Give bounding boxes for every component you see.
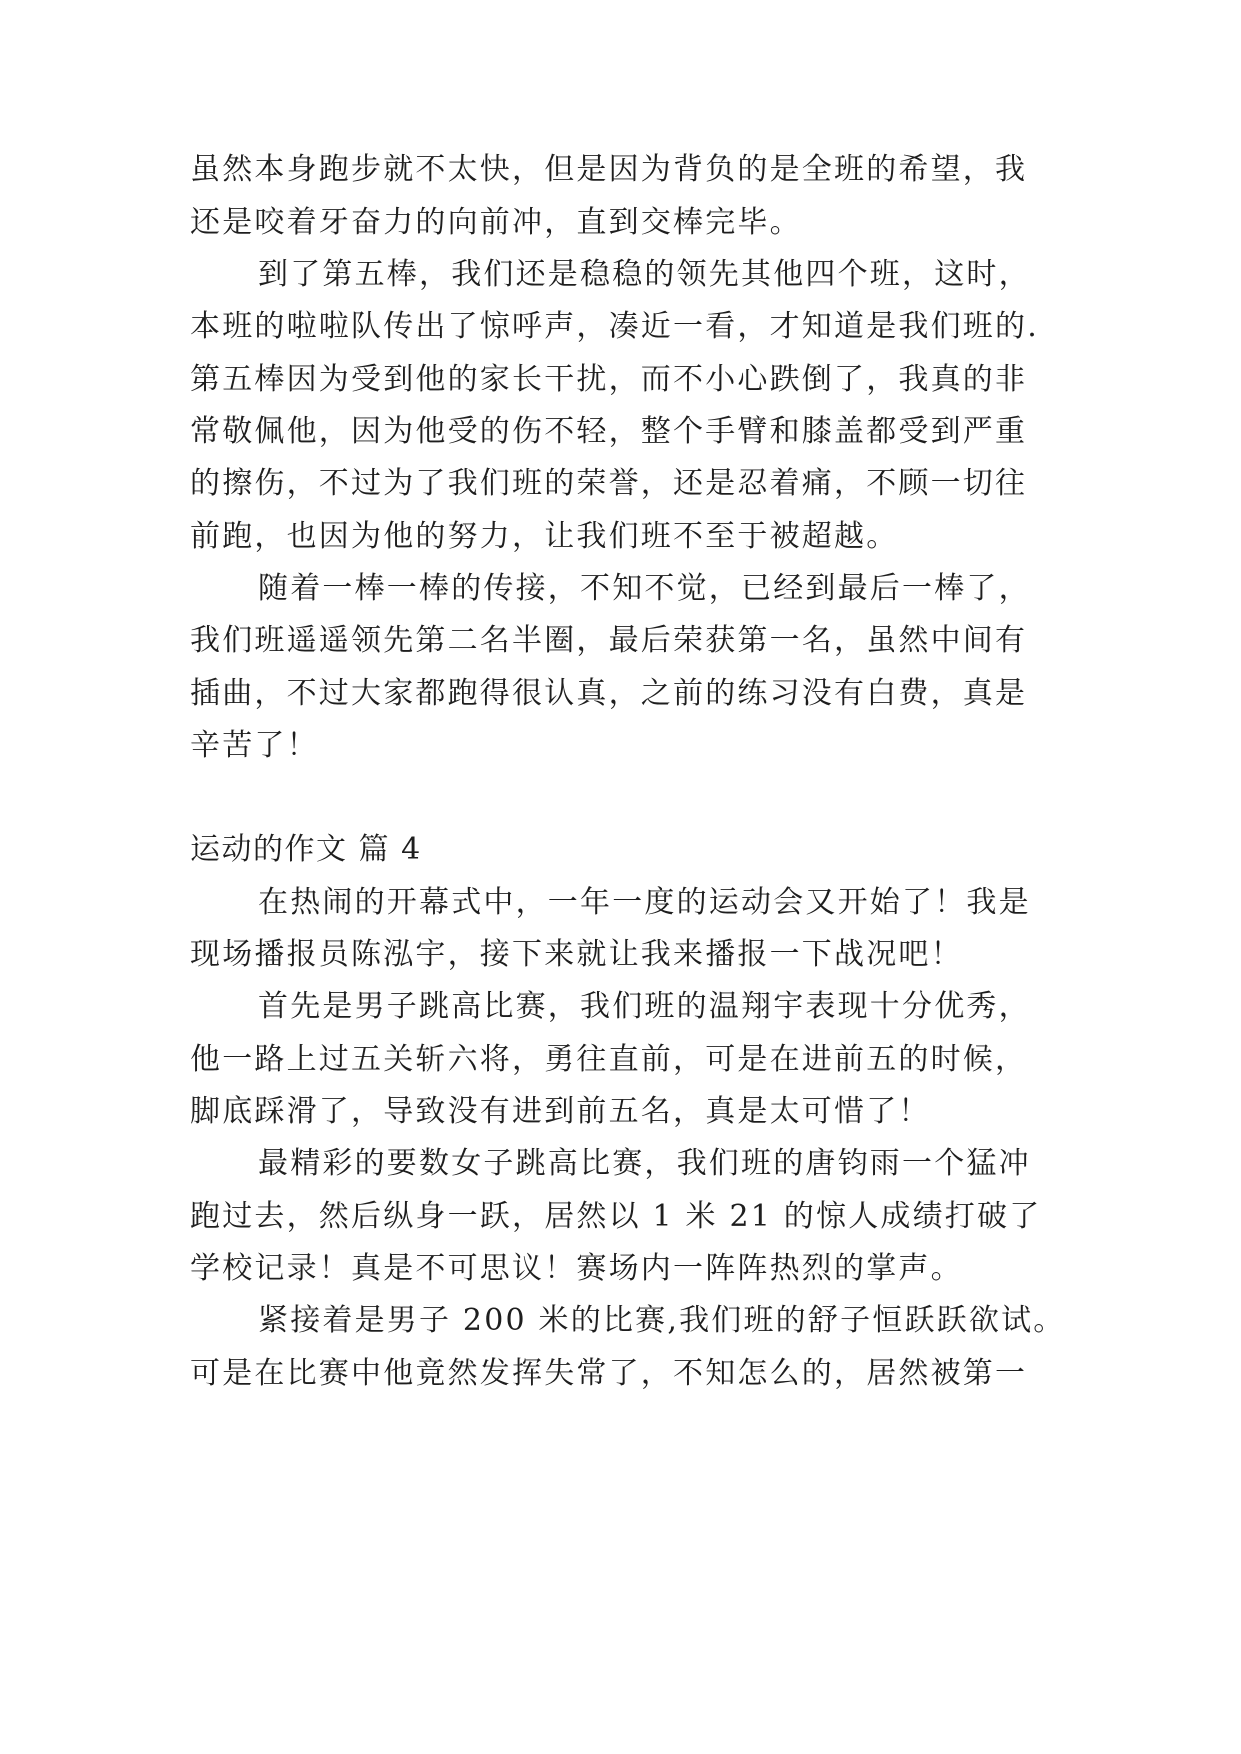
- paragraph-line: 插曲，不过大家都跑得很认真，之前的练习没有白费，真是: [190, 676, 1028, 711]
- paragraph-line: 现场播报员陈泓宇，接下来就让我来播报一下战况吧！: [190, 937, 963, 972]
- paragraph-line: 随着一棒一棒的传接，不知不觉，已经到最后一棒了，: [258, 571, 1031, 606]
- paragraph-line: 跑过去，然后纵身一跃，居然以 1 米 21 的惊人成绩打破了: [190, 1199, 1042, 1234]
- paragraph-line: 到了第五棒，我们还是稳稳的领先其他四个班，这时，: [258, 257, 1031, 292]
- paragraph-line: 最精彩的要数女子跳高比赛，我们班的唐钧雨一个猛冲: [258, 1146, 1031, 1181]
- paragraph-line: 辛苦了！: [190, 728, 319, 763]
- paragraph-line: 在热闹的开幕式中，一年一度的运动会又开始了！我是: [258, 885, 1031, 920]
- paragraph-line: 学校记录！真是不可思议！赛场内一阵阵热烈的掌声。: [190, 1251, 963, 1286]
- paragraph-line: 本班的啦啦队传出了惊呼声，凑近一看，才知道是我们班的.: [190, 309, 1039, 344]
- paragraph-line: 常敬佩他，因为他受的伤不轻，整个手臂和膝盖都受到严重: [190, 414, 1028, 449]
- paragraph-line: 前跑，也因为他的努力，让我们班不至于被超越。: [190, 519, 899, 554]
- section-heading: 运动的作文 篇 4: [190, 832, 422, 867]
- paragraph-line: 首先是男子跳高比赛，我们班的温翔宇表现十分优秀，: [258, 989, 1031, 1024]
- paragraph-line: 他一路上过五关斩六将，勇往直前，可是在进前五的时候，: [190, 1042, 1028, 1077]
- paragraph-line: 的擦伤，不过为了我们班的荣誉，还是忍着痛，不顾一切往: [190, 466, 1028, 501]
- paragraph-line: 紧接着是男子 200 米的比赛,我们班的舒子恒跃跃欲试。: [258, 1303, 1066, 1338]
- paragraph-line: 可是在比赛中他竟然发挥失常了，不知怎么的，居然被第一: [190, 1356, 1028, 1391]
- paragraph-line: 还是咬着牙奋力的向前冲，直到交棒完毕。: [190, 205, 802, 240]
- paragraph-line: 第五棒因为受到他的家长干扰，而不小心跌倒了，我真的非: [190, 362, 1028, 397]
- paragraph-line: 脚底踩滑了，导致没有进到前五名，真是太可惜了！: [190, 1094, 931, 1129]
- paragraph-line: 我们班遥遥领先第二名半圈，最后荣获第一名，虽然中间有: [190, 623, 1028, 658]
- paragraph-line: 虽然本身跑步就不太快，但是因为背负的是全班的希望，我: [190, 152, 1028, 187]
